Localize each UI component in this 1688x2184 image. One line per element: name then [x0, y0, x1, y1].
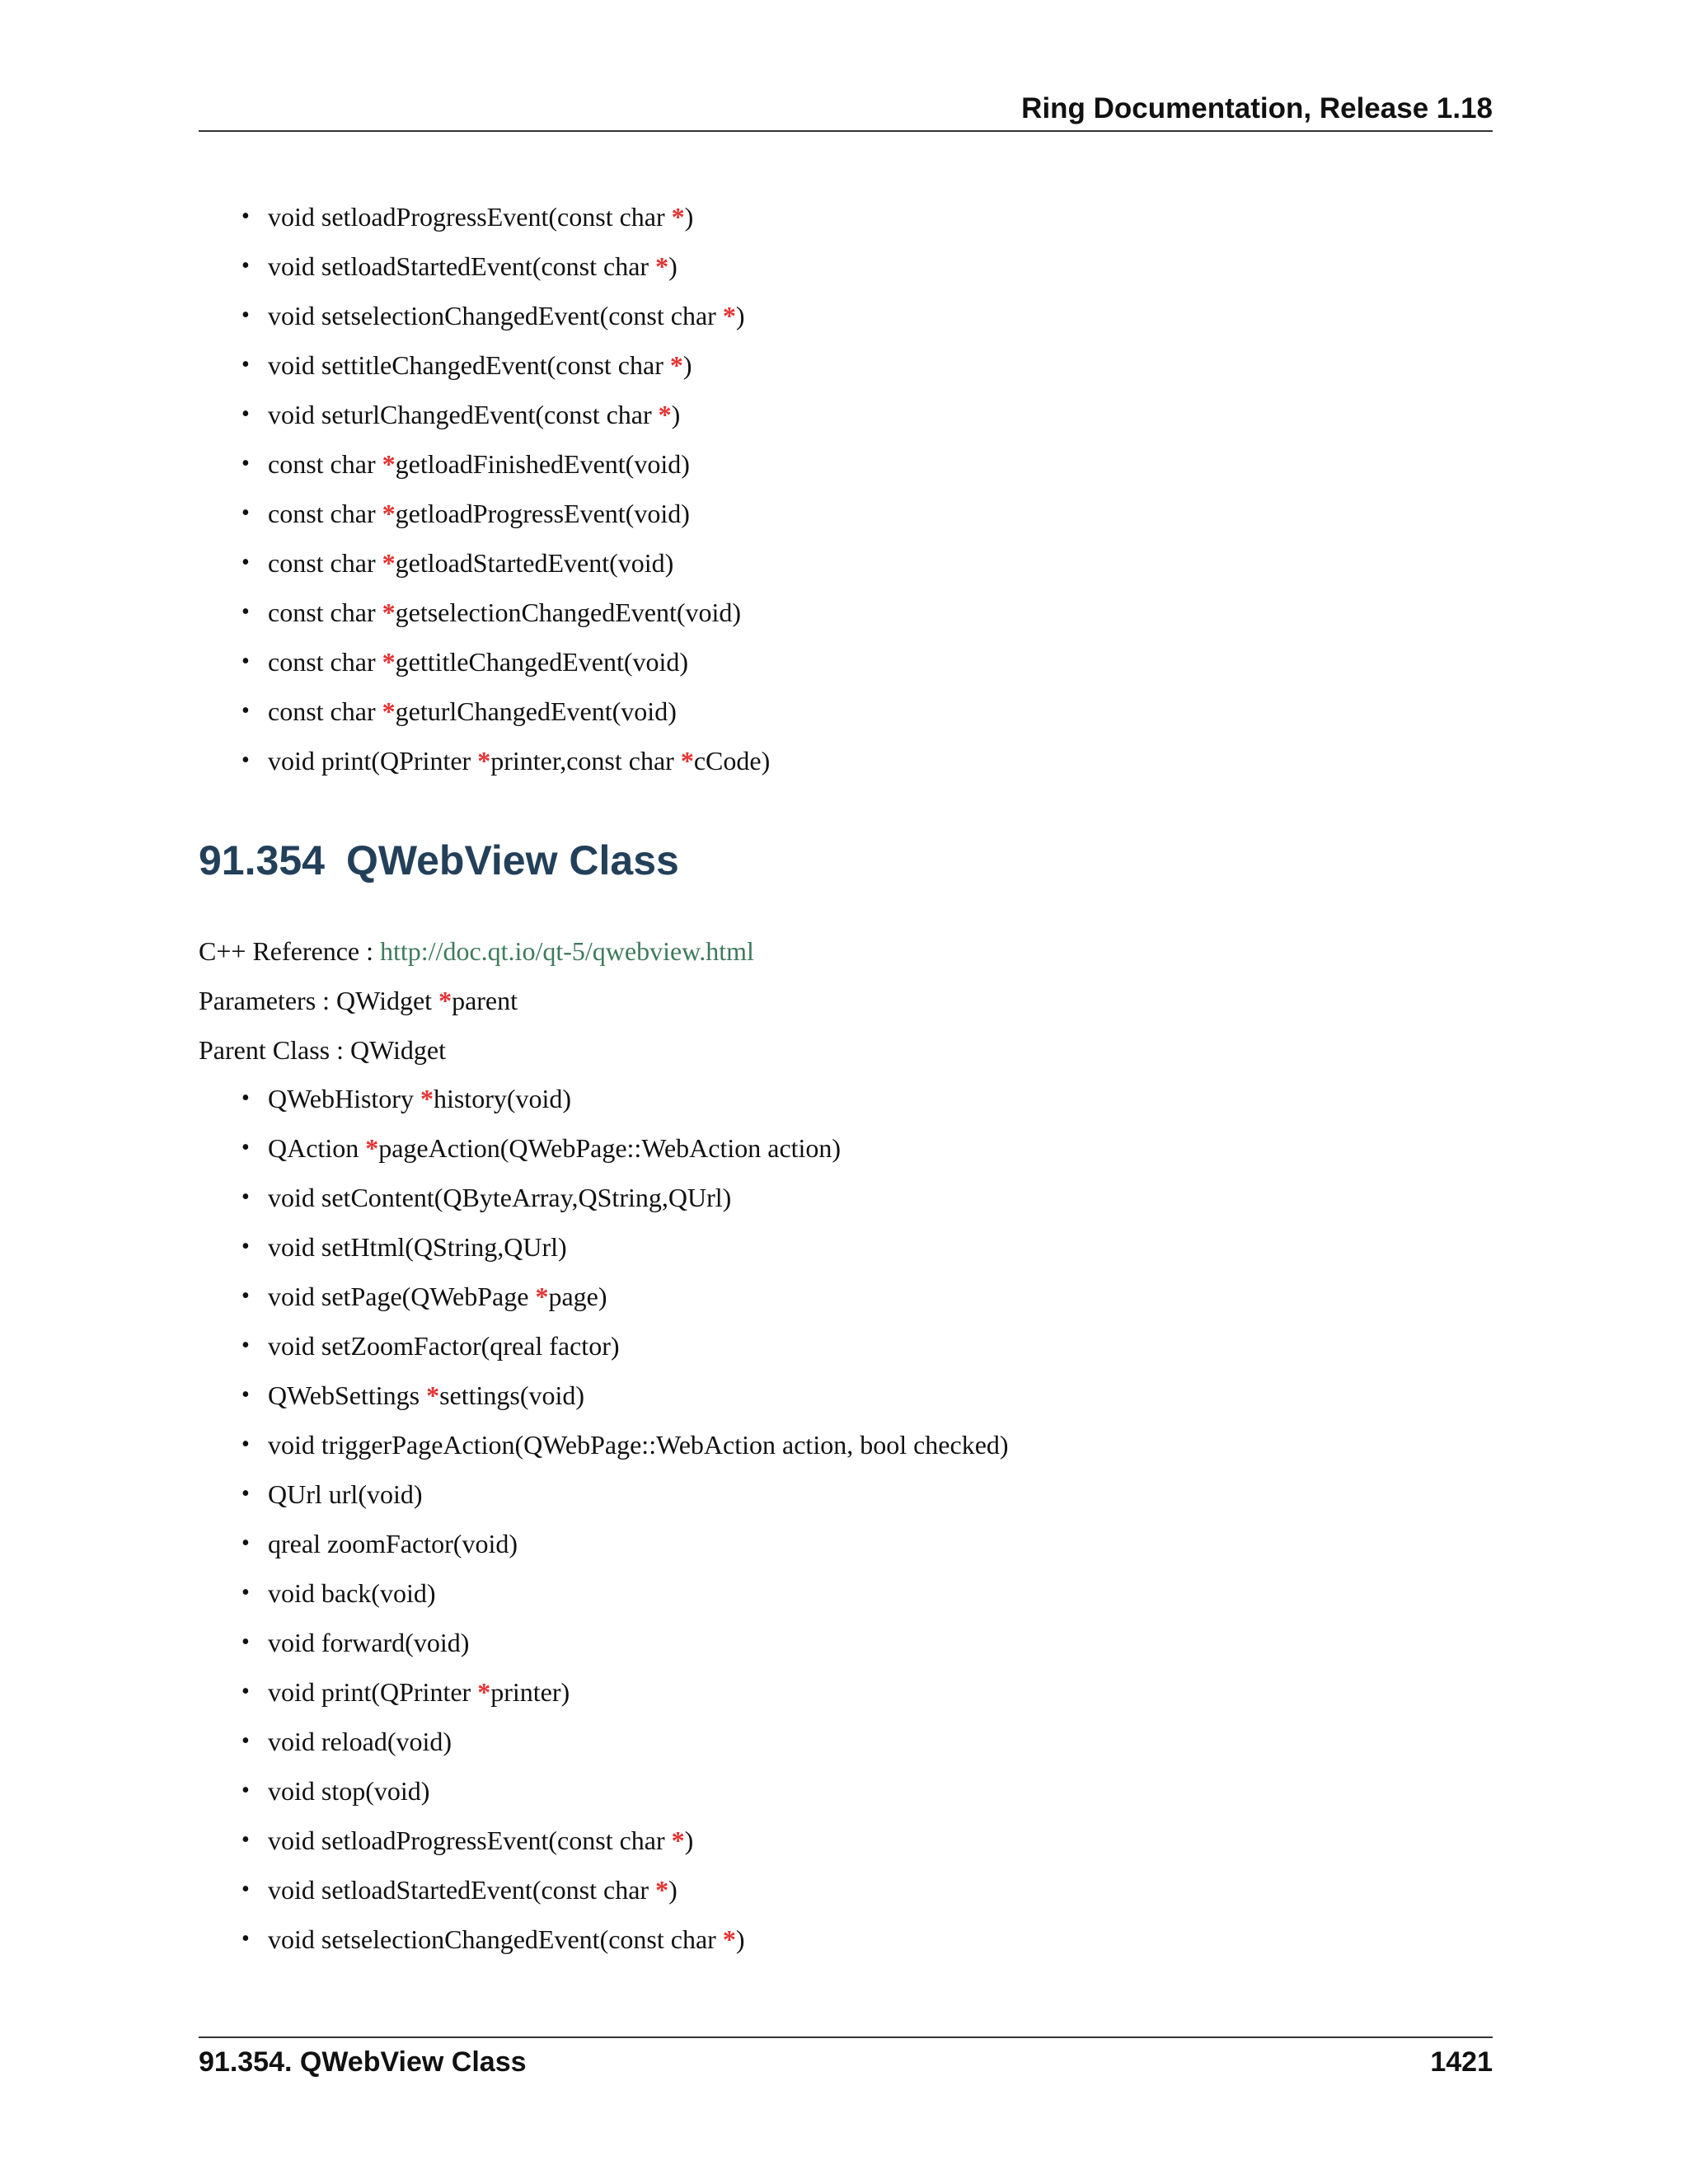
pointer-star: *: [382, 548, 396, 578]
method-text: void triggerPageAction(QWebPage::WebAction action, bool checked): [268, 1430, 1009, 1460]
method-text: geturlChangedEvent(void): [395, 696, 677, 726]
method-text: const char: [268, 499, 382, 528]
method-text: void forward(void): [268, 1628, 470, 1657]
method-text: const char: [268, 598, 382, 627]
method-text: getloadProgressEvent(void): [395, 499, 690, 528]
pointer-star: *: [365, 1133, 379, 1163]
method-item: [241, 588, 770, 637]
pointer-star: *: [477, 746, 491, 776]
method-text: void setloadProgressEvent(const char: [268, 1825, 672, 1855]
method-item: [241, 1568, 1009, 1618]
pointer-star: *: [680, 746, 694, 776]
section-number: 91.354: [199, 837, 325, 883]
page-number: 1421: [1430, 2046, 1493, 2078]
method-text: ): [735, 301, 745, 330]
cpp-reference-link[interactable]: http://doc.qt.io/qt-5/qwebview.html: [380, 936, 754, 966]
method-item: [241, 1865, 1009, 1915]
method-text: void seturlChangedEvent(const char: [268, 400, 659, 429]
method-text: gettitleChangedEvent(void): [395, 647, 689, 677]
method-text: ): [684, 1825, 694, 1855]
pointer-star: *: [655, 1875, 669, 1905]
parameters-line: [199, 976, 518, 1025]
bullet-icon: •: [241, 1679, 250, 1704]
method-item: [241, 241, 770, 291]
pointer-star: *: [669, 350, 683, 380]
page-header: [199, 89, 1493, 132]
cpp-reference-label: C++ Reference :: [199, 936, 380, 966]
bullet-icon: •: [241, 1283, 250, 1309]
method-text: pageAction(QWebPage::WebAction action): [378, 1133, 842, 1163]
pointer-star: *: [382, 696, 396, 726]
method-item: [241, 1816, 1009, 1865]
parameters-value: parent: [452, 986, 518, 1015]
cpp-reference-line: [199, 926, 754, 976]
method-text: void setHtml(QString,QUrl): [268, 1232, 567, 1262]
bullet-icon: •: [241, 204, 250, 229]
method-item: [241, 1766, 1009, 1816]
method-text: QAction: [268, 1133, 366, 1163]
bullet-icon: •: [241, 1333, 250, 1358]
method-text: const char: [268, 696, 382, 726]
bullet-icon: •: [241, 698, 250, 724]
method-text: ): [682, 350, 692, 380]
document-title: Ring Documentation, Release 1.18: [1021, 92, 1493, 124]
bullet-icon: •: [241, 1877, 250, 1902]
bullet-icon: •: [241, 550, 250, 575]
method-item: [241, 1123, 1009, 1173]
method-text: void setloadProgressEvent(const char: [268, 202, 672, 232]
bullet-icon: •: [241, 1481, 250, 1507]
method-item: [241, 637, 770, 687]
method-text: void settitleChangedEvent(const char: [268, 350, 670, 380]
method-item: [241, 291, 770, 340]
method-text: printer,const char: [490, 746, 681, 776]
method-text: void setloadStartedEvent(const char: [268, 251, 656, 281]
method-item: [241, 192, 770, 241]
method-item: [241, 489, 770, 538]
method-item: [241, 1173, 1009, 1222]
method-text: void reload(void): [268, 1727, 452, 1756]
method-text: getselectionChangedEvent(void): [395, 598, 742, 627]
pointer-star: *: [382, 499, 396, 528]
footer-section-title: 91.354. QWebView Class: [199, 2046, 527, 2078]
method-text: QWebHistory: [268, 1084, 420, 1113]
pointer-star: *: [655, 251, 669, 281]
method-item: [241, 1321, 1009, 1371]
section-title: QWebView Class: [345, 837, 679, 883]
method-item: [241, 1074, 1009, 1123]
method-text: ): [671, 400, 681, 429]
method-item: [241, 1519, 1009, 1568]
method-text: QUrl url(void): [268, 1479, 423, 1509]
method-item: [241, 1618, 1009, 1667]
bullet-icon: •: [241, 1580, 250, 1605]
pointer-star: *: [382, 647, 396, 677]
method-item: [241, 538, 770, 588]
bullet-icon: •: [241, 1432, 250, 1457]
method-text: void setloadStartedEvent(const char: [268, 1875, 656, 1905]
method-text: printer): [490, 1677, 570, 1707]
method-text: void print(QPrinter: [268, 1677, 478, 1707]
pointer-star: *: [535, 1282, 549, 1311]
section-heading: [199, 837, 679, 884]
parameters-label: Parameters : QWidget: [199, 986, 439, 1015]
pointer-star: *: [477, 1677, 491, 1707]
method-list-top: [241, 192, 770, 785]
method-text: qreal zoomFactor(void): [268, 1529, 518, 1558]
method-text: void stop(void): [268, 1776, 430, 1806]
bullet-icon: •: [241, 1085, 250, 1111]
bullet-icon: •: [241, 451, 250, 476]
method-text: void back(void): [268, 1578, 436, 1608]
bullet-icon: •: [241, 1135, 250, 1160]
pointer-star: *: [658, 400, 672, 429]
bullet-icon: •: [241, 352, 250, 377]
method-text: void print(QPrinter: [268, 746, 478, 776]
method-item: [241, 390, 770, 439]
method-text: ): [735, 1924, 745, 1954]
bullet-icon: •: [241, 401, 250, 427]
method-text: void setContent(QByteArray,QString,QUrl): [268, 1183, 732, 1212]
parent-class-line: Parent Class : QWidget: [199, 1035, 446, 1065]
method-text: QWebSettings: [268, 1380, 427, 1410]
bullet-icon: •: [241, 1530, 250, 1556]
method-text: const char: [268, 647, 382, 677]
pointer-star: *: [671, 202, 685, 232]
method-item: [241, 1915, 1009, 1964]
bullet-icon: •: [241, 1926, 250, 1952]
method-item: [241, 1469, 1009, 1519]
pointer-star: *: [420, 1084, 434, 1113]
bullet-icon: •: [241, 1382, 250, 1408]
method-text: ): [684, 202, 694, 232]
method-text: void setZoomFactor(qreal factor): [268, 1331, 620, 1361]
method-list-bottom: [241, 1074, 1009, 1964]
method-item: [241, 736, 770, 785]
pointer-star: *: [722, 1924, 736, 1954]
pointer-star: *: [438, 986, 452, 1015]
method-item: [241, 1667, 1009, 1717]
page-footer: [199, 2036, 1493, 2088]
bullet-icon: •: [241, 1778, 250, 1803]
bullet-icon: •: [241, 649, 250, 674]
method-text: page): [548, 1282, 607, 1311]
pointer-star: *: [426, 1380, 440, 1410]
pointer-star: *: [382, 598, 396, 627]
method-text: ): [668, 1875, 678, 1905]
method-text: getloadFinishedEvent(void): [395, 449, 690, 479]
method-text: cCode): [693, 746, 771, 776]
method-text: getloadStartedEvent(void): [395, 548, 674, 578]
bullet-icon: •: [241, 1234, 250, 1259]
bullet-icon: •: [241, 599, 250, 625]
method-item: [241, 340, 770, 390]
bullet-icon: •: [241, 1728, 250, 1754]
method-text: settings(void): [439, 1380, 585, 1410]
pointer-star: *: [671, 1825, 685, 1855]
bullet-icon: •: [241, 1629, 250, 1655]
method-text: void setselectionChangedEvent(const char: [268, 301, 723, 330]
bullet-icon: •: [241, 748, 250, 773]
method-item: [241, 687, 770, 736]
method-item: [241, 1222, 1009, 1272]
method-text: const char: [268, 449, 382, 479]
bullet-icon: •: [241, 1827, 250, 1853]
pointer-star: *: [382, 449, 396, 479]
method-text: history(void): [433, 1084, 572, 1113]
bullet-icon: •: [241, 253, 250, 279]
method-item: [241, 1371, 1009, 1420]
bullet-icon: •: [241, 302, 250, 328]
bullet-icon: •: [241, 1184, 250, 1210]
method-item: [241, 439, 770, 489]
method-item: [241, 1272, 1009, 1321]
bullet-icon: •: [241, 500, 250, 526]
method-text: const char: [268, 548, 382, 578]
method-item: [241, 1717, 1009, 1766]
method-text: ): [668, 251, 678, 281]
pointer-star: *: [722, 301, 736, 330]
method-text: void setselectionChangedEvent(const char: [268, 1924, 723, 1954]
method-item: [241, 1420, 1009, 1469]
method-text: void setPage(QWebPage: [268, 1282, 536, 1311]
